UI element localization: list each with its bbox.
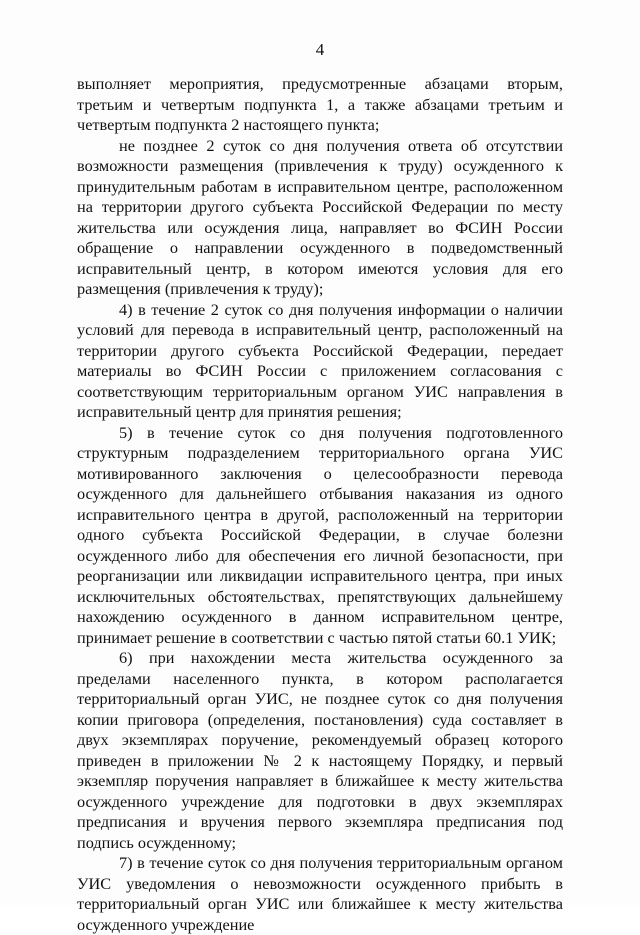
paragraph-continuation: выполняет мероприятия, предусмотренные абзацами вторым, третьим и четвертым подпункта 1, а также абзацами третьим и четвертым подпункта 2 настоящего пункта; bbox=[77, 74, 563, 134]
page-number: 4 bbox=[315, 40, 325, 59]
paragraph-item-5: 5) в течение суток со дня получения подготовленного структурным подразделением территориального органа УИС мотивированного заключения о целесообразности перевода осужденного для дальнейшего отбывания наказания из одного исправительного центра в другой, расположенный на территории одного субъекта Российской Федерации, в случае болезни осужденного либо для обеспечения его личной безопасности, при реорганизации или ликвидации исправительного центра, при иных исключительных обстоятельствах, препятствующих дальнейшему нахождению осужденного в данном исправительном центре, принимает решение в соответствии с частью пятой статьи 60.1 УИК; bbox=[77, 422, 563, 647]
paragraph-item-4: 4) в течение 2 суток со дня получения информации о наличии условий для перевода в исправительный центр, расположенный на территории другого субъекта Российской Федерации, передает материалы во ФСИН России с приложением согласования с соответствующим территориальным органом УИС направления в исправительный центр для принятия решения; bbox=[77, 299, 563, 421]
paragraph-item-7: 7) в течение суток со дня получения территориальным органом УИС уведомления о невозможности осужденного прибыть в территориальный орган УИС или ближайшее к месту жительства осужденного учреждение bbox=[77, 853, 563, 934]
document-body bbox=[77, 74, 563, 935]
paragraph-item-6: 6) при нахождении места жительства осужденного за пределами населенного пункта, в котором располагается территориальный орган УИС, не позднее суток со дня получения копии приговора (определения, постановления) суда составляет в двух экземплярах поручение, рекомендуемый образец которого приведен в приложении № 2 к настоящему Порядку, и первый экземпляр поручения направляет в ближайшее к месту жительства осужденного учреждение для подготовки в двух экземплярах предписания и вручения первого экземпляра предписания под подпись осужденному; bbox=[77, 648, 563, 852]
paragraph-no-later-2-days: не позднее 2 суток со дня получения ответа об отсутствии возможности размещения (привлечения к труду) осужденного к принудительным работам в исправительном центре, расположенном на территории другого субъекта Российской Федерации по месту жительства или осуждения лица, направляет во ФСИН России обращение о направлении осужденного в подведомственный исправительный центр, в котором имеются условия для его размещения (привлечения к труду); bbox=[77, 135, 563, 298]
